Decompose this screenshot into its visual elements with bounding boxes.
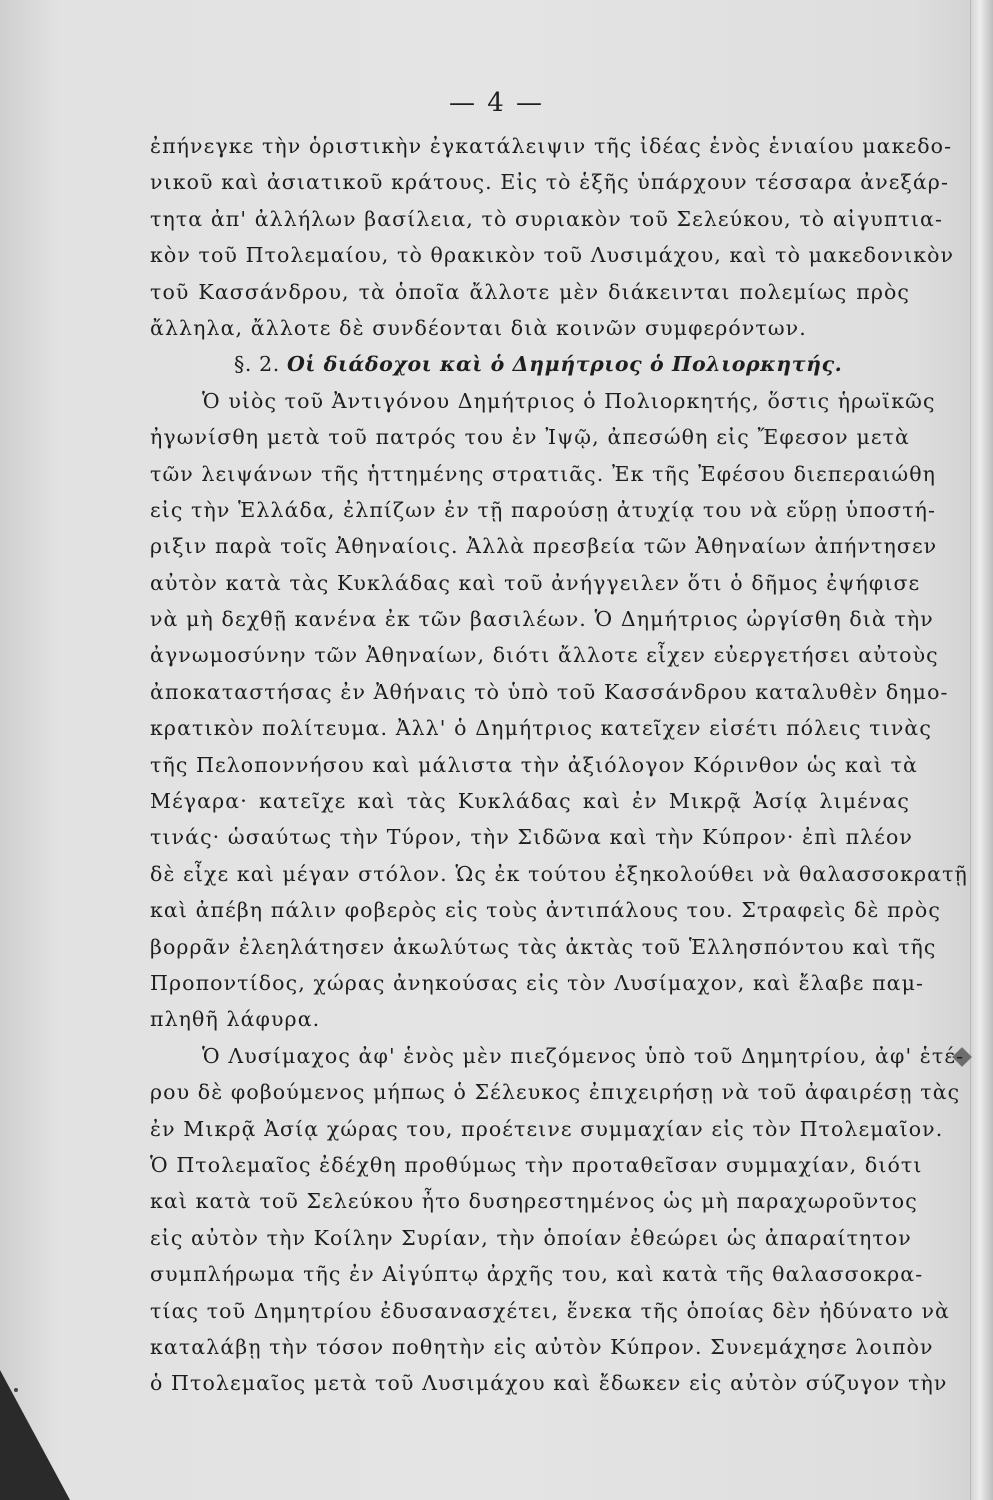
text-line: αὐτὸν κατὰ τὰς Κυκλάδας καὶ τοῦ ἀνήγγειλεν ὅτι ὁ δῆμος ἐψήφισε xyxy=(150,570,921,595)
text-line: τίας τοῦ Δημητρίου ἐδυσανασχέτει, ἕνεκα τῆς ὁποίας δὲν ἠδύνατο νὰ xyxy=(150,1298,950,1323)
text-line: Μέγαρα· κατεῖχε καὶ τὰς Κυκλάδας καὶ ἐν Μικρᾷ Ἀσίᾳ λιμένας xyxy=(150,789,910,814)
text-line: ἐπήνεγκε τὴν ὁριστικὴν ἐγκατάλειψιν τῆς ἰδέας ἑνὸς ἑνιαίου μακεδο- xyxy=(150,134,953,158)
text-line: καὶ ἀπέβη πάλιν φοβερὸς εἰς τοὺς ἀντιπάλους του. Στραφεὶς δὲ πρὸς xyxy=(150,898,941,923)
text-line: τοῦ Κασσάνδρου, τὰ ὁποῖα ἄλλοτε μὲν διάκεινται πολεμίως πρὸς xyxy=(150,279,910,304)
text-line: ἐν Μικρᾷ Ἀσίᾳ χώρας του, προέτεινε συμμαχίαν εἰς τὸν Πτολεμαῖον. xyxy=(150,1116,944,1141)
page-edge xyxy=(970,0,993,1500)
text-line: καταλάβῃ τὴν τόσον ποθητὴν εἰς αὐτὸν Κύπρον. Συνεμάχησε λοιπὸν xyxy=(150,1334,934,1359)
text-line: ριξιν παρὰ τοῖς Ἀθηναίοις. Ἀλλὰ πρεσβεία τῶν Ἀθηναίων ἀπήντησεν xyxy=(150,534,938,559)
text-line: τινάς· ὡσαύτως τὴν Τύρον, τὴν Σιδῶνα καὶ τὴν Κύπρον· ἐπὶ πλέον xyxy=(150,825,913,850)
text-line: κρατικὸν πολίτευμα. Ἀλλ' ὁ Δημήτριος κατεῖχεν εἰσέτι πόλεις τινὰς xyxy=(150,716,932,741)
paragraph-3 xyxy=(150,1038,965,1402)
text-line: πληθῆ λάφυρα. xyxy=(150,1007,321,1032)
text-line: εἰς αὐτὸν τὴν Κοίλην Συρίαν, τὴν ὁποίαν ἐθεώρει ὡς ἀπαραίτητον xyxy=(150,1225,912,1250)
text-line: συμπλήρωμα τῆς ἐν Αἰγύπτῳ ἀρχῆς του, καὶ κατὰ τῆς θαλασσοκρα- xyxy=(150,1262,924,1287)
text-line: Ὁ Πτολεμαῖος ἐδέχθη προθύμως τὴν προταθεῖσαν συμμαχίαν, διότι xyxy=(150,1152,923,1177)
text-line: ἠγωνίσθη μετὰ τοῦ πατρός του ἐν Ἰψῷ, ἀπεσώθη εἰς Ἔφεσον μετὰ xyxy=(150,425,910,450)
text-line: καὶ κατὰ τοῦ Σελεύκου ἦτο δυσηρεστημένος ὡς μὴ παραχωροῦντος xyxy=(150,1189,918,1214)
paragraph-1 xyxy=(150,128,955,346)
section-number: §. 2. xyxy=(234,352,280,377)
text-line: ἀποκαταστήσας ἐν Ἀθήναις τὸ ὑπὸ τοῦ Κασσάνδρου καταλυθὲν δημο- xyxy=(150,679,949,704)
text-line: ἀγνωμοσύνην τῶν Ἀθηναίων, διότι ἄλλοτε εἶχεν εὐεργετήσει αὐτοὺς xyxy=(150,643,939,668)
text-line: ἄλληλα, ἄλλοτε δὲ συνδέονται διὰ κοινῶν συμφερόντων. xyxy=(150,315,807,340)
paragraph-2 xyxy=(150,383,968,1038)
text-line: νὰ μὴ δεχθῇ κανένα ἐκ τῶν βασιλέων. Ὁ Δημήτριος ὠργίσθη διὰ τὴν xyxy=(150,607,934,632)
text-line: Ὁ Λυσίμαχος ἀφ' ἑνὸς μὲν πιεζόμενος ὑπὸ τοῦ Δημητρίου, ἀφ' ἑτέ- xyxy=(202,1043,965,1068)
text-line: κὸν τοῦ Πτολεμαίου, τὸ θρακικὸν τοῦ Λυσιμάχου, καὶ τὸ μακεδονικὸν xyxy=(150,243,955,268)
text-line: νικοῦ καὶ ἀσιατικοῦ κράτους. Εἰς τὸ ἑξῆς ὑπάρχουν τέσσαρα ἀνεξάρ- xyxy=(150,170,949,195)
text-line: βορρᾶν ἐλεηλάτησεν ἀκωλύτως τὰς ἀκτὰς τοῦ Ἑλλησπόντου καὶ τῆς xyxy=(150,934,937,959)
text-line: Ὁ υἱὸς τοῦ Ἀντιγόνου Δημήτριος ὁ Πολιορκητής, ὅστις ἡρωϊκῶς xyxy=(202,388,936,413)
section-title: Οἱ διάδοχοι καὶ ὁ Δημήτριος ὁ Πολιορκητής. xyxy=(286,352,843,377)
text-line: τῶν λειψάνων τῆς ἡττημένης στρατιᾶς. Ἐκ τῆς Ἐφέσου διεπεραιώθη xyxy=(150,461,937,486)
text-line: δὲ εἶχε καὶ μέγαν στόλον. Ὡς ἐκ τούτου ἐξηκολούθει νὰ θαλασσοκρατῇ xyxy=(150,861,968,886)
text-line: τητα ἀπ' ἀλλήλων βασίλεια, τὸ συριακὸν τοῦ Σελεύκου, τὸ αἰγυπτια- xyxy=(150,206,943,231)
section-heading xyxy=(150,346,910,382)
margin-dot xyxy=(14,1388,18,1392)
page-number: — 4 — xyxy=(448,88,545,118)
body-text xyxy=(150,128,968,1402)
corner-shadow xyxy=(0,1370,70,1500)
text-line: Προποντίδος, χώρας ἀνηκούσας εἰς τὸν Λυσίμαχον, καὶ ἔλαβε παμ- xyxy=(150,970,925,995)
text-line: ρου δὲ φοβούμενος μήπως ὁ Σέλευκος ἐπιχειρήσῃ νὰ τοῦ ἀφαιρέσῃ τὰς xyxy=(150,1080,961,1105)
text-line: ὁ Πτολεμαῖος μετὰ τοῦ Λυσιμάχου καὶ ἔδωκεν εἰς αὐτὸν σύζυγον τὴν xyxy=(150,1371,948,1396)
text-line: τῆς Πελοποννήσου καὶ μάλιστα τὴν ἀξιόλογον Κόρινθον ὡς καὶ τὰ xyxy=(150,752,918,777)
text-line: εἰς τὴν Ἑλλάδα, ἐλπίζων ἐν τῇ παρούσῃ ἀτυχίᾳ του νὰ εὕρῃ ὑποστή- xyxy=(150,497,937,522)
